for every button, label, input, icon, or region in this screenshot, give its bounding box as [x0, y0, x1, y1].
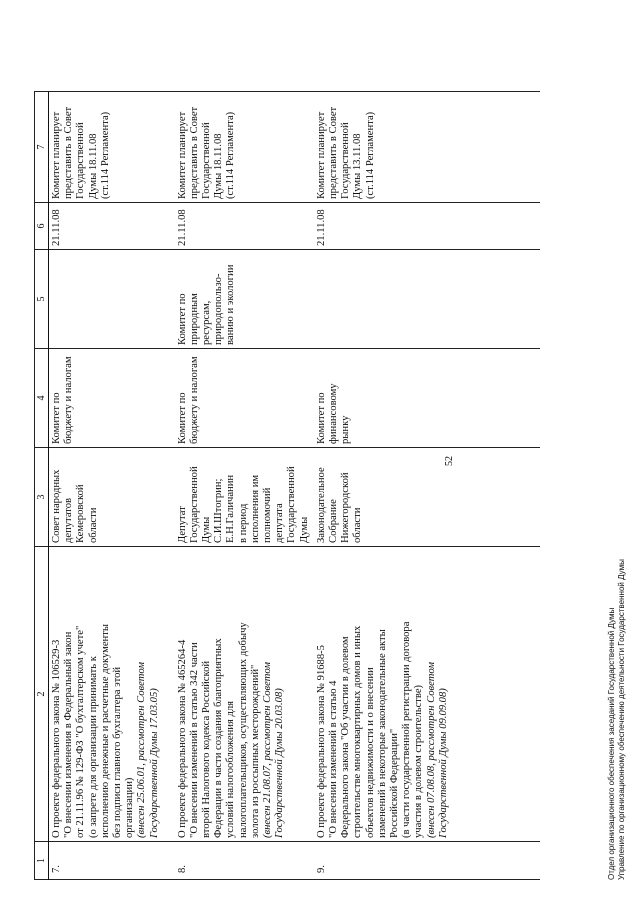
- bill-author: Совет народных депутатов Кемеровской области: [49, 448, 175, 547]
- responsible-committee: Комитет по финансовому рынку: [314, 349, 540, 448]
- table-header-row: [35, 92, 49, 880]
- row-number: 7.: [51, 865, 62, 873]
- bill-description: О проекте федерального закона № 91688-5 "О внесении изменений в статью 4 Федерального закона "Об участии в долевом строительстве многоквартирных домов и иных объектов недвижимости и о внесении изменений в некоторые законодательные акты Российской Федерации" (в части государственной регистрации договора участия в долевом строительстве) (внесен 07.08.08, рассмотрен Советом Государственной Думы 09.09.08): [314, 547, 540, 842]
- bill-note: (внесен 25.06.01, рассмотрен Советом: [136, 662, 148, 838]
- page-number: 52: [444, 456, 455, 466]
- row-number: 8.: [176, 865, 188, 873]
- column-header: 2: [35, 547, 49, 842]
- status: Комитет планирует представить в Совет Государственной Думы 18.11.08 (ст.114 Регламента): [49, 92, 175, 203]
- co-committee: [314, 250, 540, 349]
- bill-note: (внесен 21.08.07, рассмотрен Советом: [261, 662, 273, 838]
- bill-note: (внесен 07.08.08, рассмотрен Советом: [425, 662, 437, 838]
- bills-table: [34, 91, 540, 880]
- date: 21.11.08: [314, 203, 540, 250]
- bill-author: Законодательное Собрание Нижегородской области: [314, 448, 540, 547]
- column-header: 1: [35, 842, 49, 880]
- date: 21.11.08: [175, 203, 314, 250]
- table-row: [175, 92, 314, 880]
- footer-line: Управление по организационному обеспечению деятельности Государственной Думы: [617, 559, 626, 880]
- responsible-committee: Комитет по бюджету и налогам: [175, 349, 314, 448]
- table-row: [314, 92, 540, 880]
- footer-line: Отдел организационного обеспечения заседаний Государственной Думы: [607, 607, 616, 880]
- column-header: 7: [35, 92, 49, 203]
- column-header: 4: [35, 349, 49, 448]
- status: Комитет планирует представить в Совет Государственной Думы 18.11.08 (ст.114 Регламента): [175, 92, 314, 203]
- co-committee: [49, 250, 175, 349]
- column-header: 5: [35, 250, 49, 349]
- table-row: [49, 92, 175, 880]
- responsible-committee: Комитет по бюджету и налогам: [49, 349, 175, 448]
- column-header: 3: [35, 448, 49, 547]
- row-number: 9.: [315, 865, 327, 873]
- page-footer: [607, 559, 627, 880]
- bill-description: О проекте федерального закона № 465264-4 "О внесении изменений в статью 342 части второй Налогового кодекса Российской Федерации в части создания благоприятных условий налогообложения для налогоплательщиков, осуществляющих добычу золота из россыпных месторождений" (внесен 21.08.07, рассмотрен Советом Государственной Думы 20.03.08): [175, 547, 314, 842]
- bill-author: Депутат Государственной Думы С.И.Штогрин; Е.Н.Галичанин в период исполнения им полномочий депутата Государственной Думы: [175, 448, 314, 547]
- co-committee: Комитет по природным ресурсам, природопользо- ванию и экологии: [175, 250, 314, 349]
- date: 21.11.08: [49, 203, 175, 250]
- column-header: 6: [35, 203, 49, 250]
- status: Комитет планирует представить в Совет Государственной Думы 13.11.08 (ст.114 Регламента): [314, 92, 540, 203]
- bill-description: О проекте федерального закона № 106529-3 "О внесении изменения в Федеральный закон от 21.11.96 № 129-ФЗ "О бухгалтерском учете" (о запрете для организации принимать к исполнению денежные и расчетные документы без подписи главного бухгалтера этой организации) (внесен 25.06.01, рассмотрен Советом Государственной Думы 17.03.05): [49, 547, 175, 842]
